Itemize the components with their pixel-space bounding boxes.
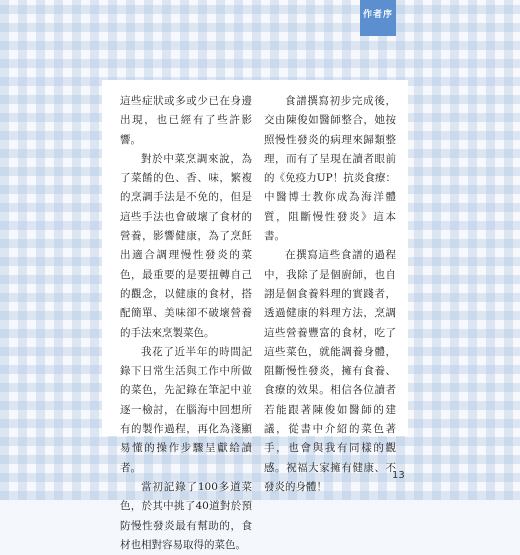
- paragraph: 在撰寫這些食譜的過程中，我除了是個廚師，也自詡是個食養料理的實踐者，透過健康的料理方法，烹調這些營養豐富的食材，吃了這些菜色，就能調養身體，阻斷慢性發炎，擁有食養、食療的效果。相信各位讀者若能跟著陳俊如醫師的建議，從書中介紹的菜色著手，也會與我有同樣的觀感。祝福大家擁有健康、不發炎的身體！: [264, 249, 396, 493]
- paragraph: 對於中菜烹調來說，為了菜餚的色、香、味，繁複的烹調手法是不免的，但是這些手法也會破壞了食材的營養，影響健康，為了烹飪出適合調理慢性發炎的菜色，最重要的是要扭轉自己的觀念，以健康的食材，搭配簡單、美味卻不破壞營養的手法來烹製菜色。: [120, 152, 252, 339]
- paragraph: 我花了近半年的時間記錄下日常生活與工作中所做的菜色，先記錄在筆記中並逐一檢討，在腦海中回想所有的製作過程，再化為淺顯易懂的操作步驟呈獻給讀者。: [120, 345, 252, 474]
- left-column: [120, 92, 252, 555]
- paragraph: 當初記錄了100多道菜色，於其中挑了40道對於預防慢性發炎最有幫助的，食材也相對容易取得的菜色。: [120, 480, 252, 551]
- paragraph: 食譜撰寫初步完成後，交由陳俊如醫師整合，她按照慢性發炎的病理來歸類整理，而有了呈現在讀者眼前的《免疫力UP！抗炎食療：中醫博士教你成為海洋體質，阻斷慢性發炎》這本書。: [264, 95, 396, 243]
- paragraph: 這些症狀或多或少已在身邊出現，也已經有了些許影響。: [120, 95, 252, 146]
- section-tab: [360, 0, 396, 36]
- right-column: [264, 92, 396, 497]
- page-number: 13: [392, 470, 405, 481]
- section-tab-label: 作者序: [362, 10, 393, 20]
